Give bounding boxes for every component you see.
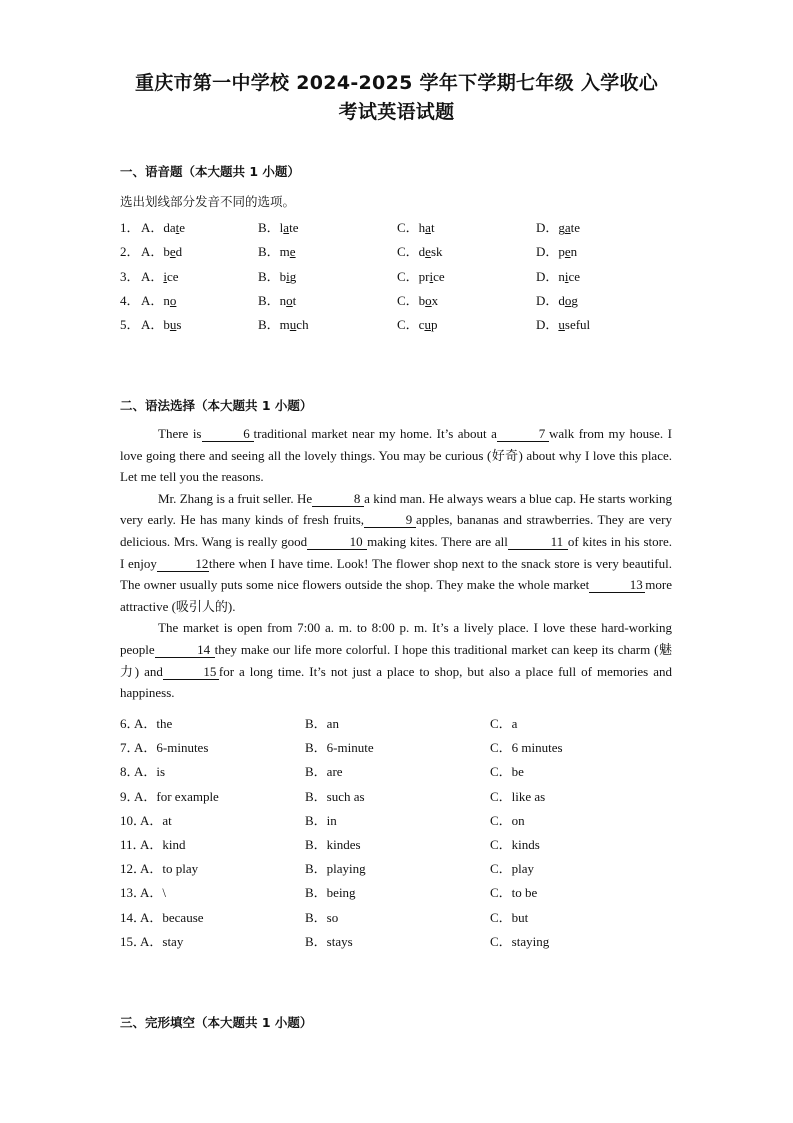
grammar-option-row	[0, 761, 793, 781]
underlined-letters: u	[169, 317, 177, 333]
option-letter: D．	[536, 268, 559, 284]
underlined-letters: o	[169, 292, 177, 308]
exam-title-line2: 考试英语试题	[338, 101, 455, 123]
option-c[interactable]	[397, 241, 443, 260]
question-number: 8．	[120, 764, 140, 780]
option-c[interactable]	[397, 290, 438, 309]
word-part: ce	[433, 268, 445, 284]
option-letter: A．	[141, 292, 164, 308]
option-letter: B．	[258, 317, 280, 333]
option-a[interactable]: A．the	[134, 716, 173, 731]
word-part: b	[163, 244, 170, 260]
option-b[interactable]: B．being	[305, 885, 356, 901]
option-c[interactable]: C．like as	[490, 788, 546, 804]
grammar-option-row	[0, 810, 793, 830]
question-number: 13．	[120, 885, 147, 901]
option-c[interactable]: C．but	[490, 909, 529, 925]
option-letter: C．	[397, 220, 419, 235]
question-number: 3．	[120, 268, 140, 284]
blank-8: 8	[312, 492, 364, 507]
option-b[interactable]	[258, 290, 296, 309]
blank-12: 12	[157, 557, 209, 572]
grammar-option-row	[0, 907, 793, 927]
option-a[interactable]	[141, 241, 182, 260]
word-part: p	[430, 317, 438, 333]
passage-paragraph-1: There is 6 traditional market near my home. It’s about a 7 walk from my house. I love going there and seeing all the lovely things. You may be curious (好奇) about why I love this place. Let me tell you the reasons.	[120, 426, 673, 485]
question-number: 14．	[120, 909, 147, 925]
option-b[interactable]	[258, 266, 296, 285]
blank-7: 7	[497, 427, 549, 442]
grammar-passage	[120, 423, 672, 704]
word-part: n	[279, 292, 287, 308]
passage-paragraph-3: The market is open from 7:00 a. m. to 8:00 p. m. It’s a lively place. I love these hard-working people 14 they make our life more colorful. I hope this traditional market can keep its charm (魅力) and 15 for a long time. It’s not just a place to shop, but also a place full of memories and happiness.	[120, 620, 672, 701]
option-c[interactable]: C．be	[490, 764, 524, 780]
grammar-option-row	[0, 737, 793, 757]
grammar-option-row	[0, 858, 793, 878]
word-part: d	[175, 244, 183, 260]
option-c[interactable]: C．staying	[490, 933, 550, 949]
blank-14: 14	[155, 643, 215, 658]
passage-paragraph-2: Mr. Zhang is a fruit seller. He 8 a kind man. He always wears a blue cap. He starts working very early. He has many kinds of fresh fruits, 9 apples, bananas and strawberries. They are very delicious. Mrs. Wang is really good 10 making kites. There are all 11 of kites in his store. I enjoy 12there when I have time. Look! The flower shop next to the snack store is very beautiful. The owner usually puts some nice flowers outside the shop. They make the whole market 13 more attractive (吸引人的).	[120, 490, 672, 614]
option-c[interactable]: C．to be	[490, 885, 538, 901]
option-c[interactable]: C．a	[490, 716, 518, 731]
question-number: 11．	[120, 837, 146, 852]
option-letter: B．	[258, 292, 280, 308]
blank-11: 11	[508, 535, 568, 550]
option-a[interactable]: A．stay	[140, 933, 184, 949]
section3-heading: 三、完形填空（本大题共 1 小题）	[120, 1015, 313, 1030]
underlined-letters: i	[163, 268, 168, 284]
option-d[interactable]	[536, 266, 580, 285]
option-b[interactable]: B．kindes	[305, 837, 361, 852]
option-letter: A．	[141, 244, 164, 260]
word-part: te	[570, 220, 581, 235]
blank-15: 15	[163, 665, 219, 680]
option-letter: A．	[141, 268, 164, 284]
option-b[interactable]	[258, 217, 298, 236]
word-part: n	[558, 268, 565, 284]
option-letter: C．	[397, 292, 419, 308]
blank-13: 13	[589, 578, 645, 593]
option-a[interactable]	[141, 290, 176, 309]
option-b[interactable]: B．such as	[305, 788, 365, 804]
word-part: sk	[430, 244, 443, 260]
section2-heading: 二、语法选择（本大题共 1 小题）	[120, 398, 313, 413]
underlined-letters: i	[429, 268, 434, 284]
option-a[interactable]: A．kind	[140, 837, 186, 852]
word-part: n	[163, 292, 170, 308]
option-letter: C．	[397, 268, 419, 284]
option-b[interactable]	[258, 241, 296, 260]
question-number: 2．	[120, 244, 140, 260]
underlined-letters: i	[286, 268, 290, 284]
option-a[interactable]: A．for example	[134, 788, 219, 804]
word-part: m	[279, 317, 290, 333]
word-part: d	[558, 292, 565, 308]
word-part: d	[418, 244, 426, 260]
option-c[interactable]	[397, 314, 437, 333]
question-number: 12．	[120, 861, 147, 877]
option-letter: D．	[536, 292, 559, 308]
word-part: b	[279, 268, 287, 284]
word-part: ch	[296, 317, 309, 333]
phonetics-question-row	[0, 217, 793, 237]
grammar-option-row	[0, 786, 793, 806]
word-part: s	[176, 317, 182, 333]
option-d[interactable]	[536, 314, 590, 333]
option-a[interactable]: A．is	[134, 764, 166, 780]
blank-9: 9	[364, 513, 416, 528]
blank-10: 10	[307, 535, 367, 550]
grammar-option-row	[0, 882, 793, 902]
word-part: b	[163, 317, 170, 333]
underlined-letters: o	[564, 292, 572, 308]
phonetics-question-row	[0, 266, 793, 286]
grammar-option-row	[0, 931, 793, 951]
question-number: 6．	[120, 716, 140, 731]
option-a[interactable]	[141, 217, 185, 236]
underlined-letters: e	[169, 244, 176, 260]
word-part: b	[418, 292, 426, 308]
word-part: p	[558, 244, 565, 260]
option-a[interactable]	[141, 266, 179, 285]
underlined-letters: u	[558, 317, 565, 333]
word-part: pr	[418, 268, 430, 284]
question-number: 10．	[120, 812, 147, 828]
option-b[interactable]: B．so	[305, 909, 339, 925]
option-b[interactable]: B．playing	[305, 861, 366, 877]
word-part: x	[431, 292, 439, 308]
option-c[interactable]	[397, 217, 435, 236]
word-part: e	[179, 220, 186, 235]
option-letter: D．	[536, 317, 559, 333]
option-letter: A．	[141, 317, 164, 333]
underlined-letters: e	[289, 244, 296, 260]
option-d[interactable]	[536, 217, 580, 236]
phonetics-question-row	[0, 314, 793, 334]
grammar-option-row	[0, 713, 793, 733]
option-c[interactable]	[397, 266, 445, 285]
section1-instruction: 选出划线部分发音不同的选项。	[120, 194, 296, 209]
option-c[interactable]: C．6 minutes	[490, 740, 563, 756]
option-b[interactable]: B．6-minute	[305, 740, 374, 756]
word-part: g	[571, 292, 578, 308]
underlined-letters: e	[564, 244, 571, 260]
word-part: ce	[167, 268, 179, 284]
option-c[interactable]: C．kinds	[490, 837, 540, 852]
option-letter: A．	[141, 220, 164, 235]
underlined-letters: u	[424, 317, 431, 333]
question-number: 9．	[120, 788, 140, 804]
option-a[interactable]: A．because	[140, 909, 204, 925]
underlined-letters: i	[564, 268, 569, 284]
underlined-letters: o	[286, 292, 293, 308]
option-letter: B．	[258, 244, 280, 260]
underlined-letters: t	[175, 220, 180, 235]
underlined-letters: a	[425, 220, 431, 235]
option-b[interactable]	[258, 314, 309, 333]
option-letter: B．	[258, 268, 280, 284]
option-a[interactable]	[141, 314, 181, 333]
question-number: 5．	[120, 317, 140, 333]
word-part: seful	[564, 317, 591, 333]
section1-heading: 一、语音题（本大题共 1 小题）	[120, 164, 300, 179]
word-part: m	[279, 244, 290, 260]
underlined-letters: a	[564, 220, 571, 235]
option-b[interactable]: B．stays	[305, 933, 353, 949]
underlined-letters: e	[425, 244, 431, 260]
question-number: 1．	[120, 220, 140, 235]
option-a[interactable]: A．to play	[140, 861, 199, 877]
option-letter: C．	[397, 317, 419, 333]
option-d[interactable]	[536, 241, 577, 260]
underlined-letters: o	[425, 292, 432, 308]
word-part: c	[418, 317, 425, 333]
exam-title-line1: 重庆市第一中学校 2024-2025 学年下学期七年级 入学收心	[134, 72, 659, 94]
word-part: da	[163, 220, 176, 235]
word-part: te	[289, 220, 299, 235]
option-c[interactable]: C．on	[490, 812, 525, 828]
grammar-option-row	[0, 834, 793, 854]
word-part: l	[279, 220, 284, 235]
option-letter: C．	[397, 244, 419, 260]
option-b[interactable]: B．an	[305, 716, 339, 731]
phonetics-question-row	[0, 290, 793, 310]
underlined-letters: a	[283, 220, 290, 235]
option-a[interactable]: A．\	[140, 885, 167, 901]
option-letter: D．	[536, 244, 559, 260]
question-number: 4．	[120, 292, 140, 308]
option-letter: B．	[258, 220, 280, 235]
option-d[interactable]	[536, 290, 578, 309]
word-part: t	[292, 292, 297, 308]
blank-6: 6	[202, 427, 254, 442]
word-part: h	[418, 220, 426, 235]
phonetics-question-row	[0, 241, 793, 261]
option-a[interactable]: A．6-minutes	[134, 740, 209, 756]
question-number: 15．	[120, 933, 147, 949]
option-c[interactable]: C．play	[490, 861, 535, 877]
word-part: g	[558, 220, 565, 235]
word-part: ce	[568, 268, 581, 284]
word-part: t	[430, 220, 435, 235]
word-part: g	[289, 268, 297, 284]
option-letter: D．	[536, 220, 559, 235]
word-part: n	[570, 244, 578, 260]
underlined-letters: u	[289, 317, 297, 333]
option-b[interactable]: B．in	[305, 812, 337, 828]
question-number: 7．	[120, 740, 140, 756]
option-a[interactable]: A．at	[140, 812, 172, 828]
option-b[interactable]: B．are	[305, 764, 343, 780]
